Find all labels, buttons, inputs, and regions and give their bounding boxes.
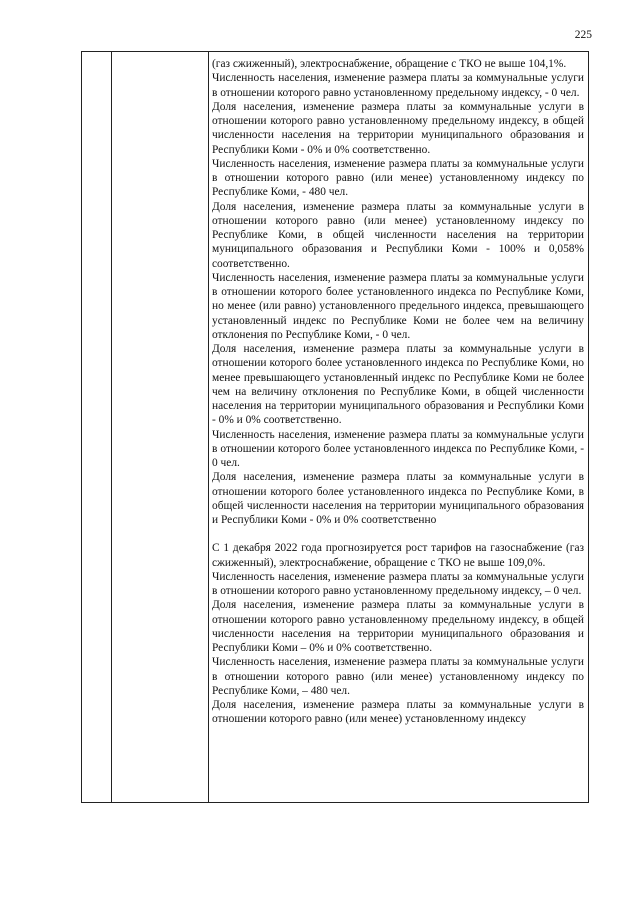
paragraph: Численность населения, изменение размера платы за коммунальные услуги в отношении которого равно (или менее) установленному индексу по Республике Коми, – 480 чел. [212, 656, 584, 697]
paragraph: Численность населения, изменение размера платы за коммунальные услуги в отношении которого более установленного индекса по Республике Коми, но менее (или равно) установленного предельного индекса, превышающего установленный индекс по Республике Коми не более чем на величину отклонения по Республике Коми, - 0 чел. [212, 271, 584, 341]
table-text-cell [212, 57, 584, 727]
paragraph: Доля населения, изменение размера платы за коммунальные услуги в отношении которого равно установленному предельному индексу, в общей численности населения на территории муниципального образования и Республики Коми - 0% и 0% соответственно. [212, 100, 584, 156]
table-column-divider [111, 52, 112, 802]
paragraph: Доля населения, изменение размера платы за коммунальные услуги в отношении которого равно (или менее) установленному индексу [212, 699, 584, 726]
paragraph: Численность населения, изменение размера платы за коммунальные услуги в отношении которого равно (или менее) установленному индексу по Республике Коми, - 480 чел. [212, 157, 584, 199]
paragraph: (газ сжиженный), электроснабжение, обращение с ТКО не выше 104,1%. [212, 58, 567, 70]
table-column-divider [208, 52, 209, 802]
paragraph: Доля населения, изменение размера платы за коммунальные услуги в отношении которого более установленного индекса по Республике Коми, в общей численности населения на территории муниципального образования и Республики Коми - 0% и 0% соответственно [212, 471, 584, 526]
paragraph: Численность населения, изменение размера платы за коммунальные услуги в отношении которого равно установленному предельному индексу, - 0 чел. [212, 72, 584, 99]
paragraph: Численность населения, изменение размера платы за коммунальные услуги в отношении которого более установленного индекса по Республике Коми, - 0 чел. [212, 428, 584, 469]
paragraph: Численность населения, изменение размера платы за коммунальные услуги в отношении которого равно установленному предельному индексу, – 0 чел. [212, 570, 584, 597]
paragraph: Доля населения, изменение размера платы за коммунальные услуги в отношении которого равно (или менее) установленному индексу по Республике Коми, в общей численности населения на территории муниципального образования и Республики Коми - 100% и 0,058% соответственно. [212, 200, 584, 270]
document-table [81, 51, 589, 803]
page-number: 225 [574, 29, 592, 41]
paragraph: Доля населения, изменение размера платы за коммунальные услуги в отношении которого равно установленному предельному индексу, в общей численности населения на территории муниципального образования и Республики Коми – 0% и 0% соответственно. [212, 599, 584, 654]
paragraph: С 1 декабря 2022 года прогнозируется рост тарифов на газоснабжение (газ сжиженный), электроснабжение, обращение с ТКО не выше 109,0%. [212, 542, 584, 569]
paragraph: Доля населения, изменение размера платы за коммунальные услуги в отношении которого более установленного индекса по Республике Коми, но менее превышающего установленный индекс по Республике Коми не более чем на величину отклонения по Республике Коми, в общей численности населения на территории муниципального образования и Республики Коми - 0% и 0% соответственно. [212, 343, 584, 427]
